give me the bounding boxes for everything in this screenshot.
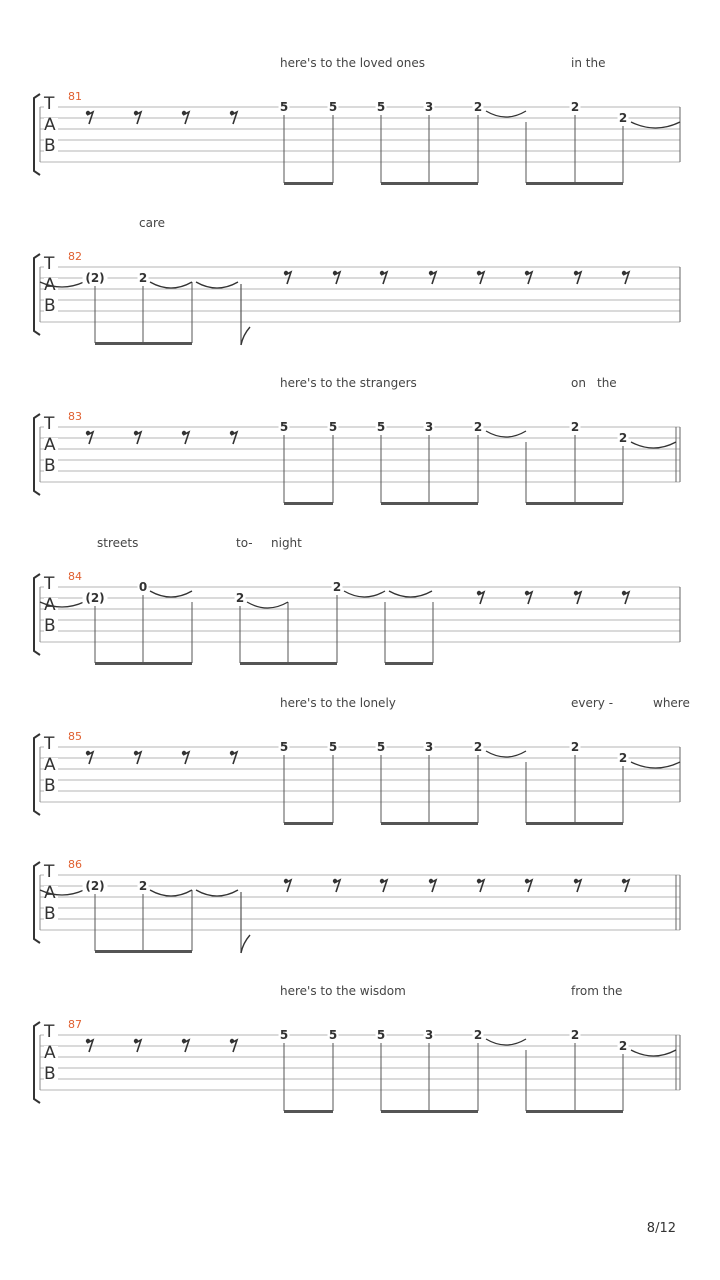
tab-clef-letter: B bbox=[44, 776, 56, 796]
tab-clef-letter: T bbox=[44, 574, 55, 594]
tie-curve bbox=[486, 751, 526, 757]
beam bbox=[526, 1110, 623, 1113]
fret-number: 3 bbox=[424, 420, 434, 434]
lyric-text: here's to the loved ones bbox=[280, 56, 425, 70]
fret-number: 2 bbox=[235, 591, 245, 605]
eighth-rest bbox=[182, 431, 189, 444]
eighth-rest bbox=[525, 879, 532, 892]
fret-number: 2 bbox=[570, 740, 580, 754]
tie-curve bbox=[150, 591, 192, 597]
page-number: 8/12 bbox=[646, 1221, 676, 1236]
tab-clef-letter: A bbox=[44, 1043, 56, 1063]
beam bbox=[240, 662, 337, 665]
eighth-rest bbox=[86, 111, 93, 124]
fret-number: 3 bbox=[424, 1028, 434, 1042]
eighth-rest bbox=[230, 751, 237, 764]
fret-number: 5 bbox=[328, 1028, 338, 1042]
lyric-text: the bbox=[597, 376, 617, 390]
eighth-rest bbox=[380, 879, 387, 892]
lyric-text: streets bbox=[97, 536, 139, 550]
fret-number: 5 bbox=[376, 740, 386, 754]
eighth-rest bbox=[86, 1039, 93, 1052]
tab-clef-letter: A bbox=[44, 275, 56, 295]
tab-clef-letter: A bbox=[44, 115, 56, 135]
note-flag bbox=[241, 935, 250, 953]
eighth-rest bbox=[333, 879, 340, 892]
system-bracket bbox=[34, 734, 40, 815]
beam bbox=[95, 950, 192, 953]
lyric-text: care bbox=[139, 216, 166, 230]
beam bbox=[381, 822, 478, 825]
eighth-rest bbox=[134, 751, 141, 764]
beam bbox=[385, 662, 433, 665]
staff-svg bbox=[0, 840, 720, 1000]
fret-number: 2 bbox=[570, 100, 580, 114]
eighth-rest bbox=[380, 271, 387, 284]
tie-curve bbox=[196, 282, 238, 288]
tie-curve bbox=[150, 282, 192, 288]
fret-number: 3 bbox=[424, 100, 434, 114]
eighth-rest bbox=[477, 591, 484, 604]
staff-svg bbox=[0, 72, 720, 232]
beam bbox=[284, 822, 333, 825]
tie-curve bbox=[631, 762, 680, 768]
tab-system bbox=[0, 840, 720, 1000]
fret-number: 5 bbox=[376, 100, 386, 114]
fret-number: (2) bbox=[85, 591, 105, 605]
lyric-text: in the bbox=[571, 56, 606, 70]
tie-curve bbox=[196, 890, 238, 896]
system-bracket bbox=[34, 254, 40, 335]
eighth-rest bbox=[134, 431, 141, 444]
fret-number: 5 bbox=[279, 100, 289, 114]
measure-number: 81 bbox=[68, 90, 82, 103]
eighth-rest bbox=[86, 751, 93, 764]
tab-system bbox=[0, 536, 720, 712]
staff-svg bbox=[0, 392, 720, 552]
tab-system bbox=[0, 376, 720, 552]
beam bbox=[526, 502, 623, 505]
tab-clef-letter: B bbox=[44, 136, 56, 156]
eighth-rest bbox=[230, 431, 237, 444]
eighth-rest bbox=[134, 1039, 141, 1052]
fret-number: 2 bbox=[473, 420, 483, 434]
fret-number: 2 bbox=[473, 1028, 483, 1042]
eighth-rest bbox=[134, 111, 141, 124]
fret-number: 2 bbox=[618, 751, 628, 765]
tab-system bbox=[0, 984, 720, 1160]
eighth-rest bbox=[182, 1039, 189, 1052]
fret-number: 3 bbox=[424, 740, 434, 754]
tie-curve bbox=[631, 442, 676, 448]
staff-svg bbox=[0, 1000, 720, 1160]
fret-number: 2 bbox=[473, 100, 483, 114]
eighth-rest bbox=[525, 271, 532, 284]
tab-system bbox=[0, 56, 720, 232]
beam bbox=[284, 1110, 333, 1113]
system-bracket bbox=[34, 862, 40, 943]
measure-number: 87 bbox=[68, 1018, 82, 1031]
beam bbox=[381, 1110, 478, 1113]
lyric-text: night bbox=[271, 536, 302, 550]
system-bracket bbox=[34, 574, 40, 655]
eighth-rest bbox=[429, 879, 436, 892]
fret-number: 5 bbox=[279, 740, 289, 754]
tie-curve bbox=[631, 1050, 676, 1056]
lyric-text: from the bbox=[571, 984, 623, 998]
fret-number: 5 bbox=[328, 740, 338, 754]
tie-curve bbox=[631, 122, 680, 128]
eighth-rest bbox=[182, 111, 189, 124]
tab-clef-letter: B bbox=[44, 296, 56, 316]
fret-number: 2 bbox=[618, 431, 628, 445]
eighth-rest bbox=[574, 591, 581, 604]
tab-clef-letter: T bbox=[44, 94, 55, 114]
eighth-rest bbox=[622, 271, 629, 284]
tab-clef-letter: B bbox=[44, 904, 56, 924]
beam bbox=[526, 182, 623, 185]
fret-number: 2 bbox=[570, 420, 580, 434]
fret-number: 2 bbox=[618, 111, 628, 125]
fret-number: 5 bbox=[279, 1028, 289, 1042]
fret-number: 5 bbox=[279, 420, 289, 434]
eighth-rest bbox=[574, 879, 581, 892]
tab-clef-letter: T bbox=[44, 862, 55, 882]
tab-clef-letter: T bbox=[44, 414, 55, 434]
tab-clef-letter: B bbox=[44, 616, 56, 636]
eighth-rest bbox=[622, 879, 629, 892]
tie-curve bbox=[486, 431, 526, 437]
system-bracket bbox=[34, 94, 40, 175]
fret-number: 0 bbox=[138, 580, 148, 594]
tab-clef-letter: B bbox=[44, 1064, 56, 1084]
tab-clef-letter: T bbox=[44, 734, 55, 754]
eighth-rest bbox=[333, 271, 340, 284]
tie-curve bbox=[486, 1039, 526, 1045]
note-flag bbox=[241, 327, 250, 345]
lyric-text: here's to the strangers bbox=[280, 376, 417, 390]
staff-svg bbox=[0, 552, 720, 712]
beam bbox=[95, 662, 192, 665]
measure-number: 85 bbox=[68, 730, 82, 743]
lyric-text: here's to the lonely bbox=[280, 696, 396, 710]
measure-number: 83 bbox=[68, 410, 82, 423]
fret-number: 5 bbox=[328, 420, 338, 434]
fret-number: (2) bbox=[85, 879, 105, 893]
lyric-text: to- bbox=[236, 536, 253, 550]
beam bbox=[95, 342, 192, 345]
beam bbox=[284, 182, 333, 185]
eighth-rest bbox=[477, 271, 484, 284]
fret-number: 5 bbox=[376, 1028, 386, 1042]
system-bracket bbox=[34, 414, 40, 495]
eighth-rest bbox=[477, 879, 484, 892]
fret-number: 2 bbox=[138, 879, 148, 893]
tab-clef-letter: T bbox=[44, 254, 55, 274]
fret-number: 5 bbox=[328, 100, 338, 114]
lyric-text: on bbox=[571, 376, 586, 390]
measure-number: 84 bbox=[68, 570, 82, 583]
eighth-rest bbox=[525, 591, 532, 604]
eighth-rest bbox=[284, 879, 291, 892]
tab-clef-letter: A bbox=[44, 435, 56, 455]
fret-number: (2) bbox=[85, 271, 105, 285]
tab-clef-letter: A bbox=[44, 883, 56, 903]
lyric-text: where bbox=[653, 696, 690, 710]
beam bbox=[284, 502, 333, 505]
eighth-rest bbox=[622, 591, 629, 604]
tab-clef-letter: T bbox=[44, 1022, 55, 1042]
staff-svg bbox=[0, 232, 720, 392]
tie-curve bbox=[247, 602, 288, 608]
system-bracket bbox=[34, 1022, 40, 1103]
beam bbox=[381, 502, 478, 505]
fret-number: 2 bbox=[618, 1039, 628, 1053]
fret-number: 2 bbox=[570, 1028, 580, 1042]
tie-curve bbox=[389, 591, 432, 597]
tab-clef-letter: A bbox=[44, 755, 56, 775]
tie-curve bbox=[150, 890, 192, 896]
eighth-rest bbox=[230, 1039, 237, 1052]
eighth-rest bbox=[284, 271, 291, 284]
eighth-rest bbox=[429, 271, 436, 284]
beam bbox=[381, 182, 478, 185]
tie-curve bbox=[486, 111, 526, 117]
lyric-text: every - bbox=[571, 696, 614, 710]
fret-number: 2 bbox=[138, 271, 148, 285]
measure-number: 86 bbox=[68, 858, 82, 871]
beam bbox=[526, 822, 623, 825]
measure-number: 82 bbox=[68, 250, 82, 263]
eighth-rest bbox=[230, 111, 237, 124]
eighth-rest bbox=[574, 271, 581, 284]
tie-curve bbox=[344, 591, 385, 597]
fret-number: 2 bbox=[473, 740, 483, 754]
tab-clef-letter: A bbox=[44, 595, 56, 615]
eighth-rest bbox=[182, 751, 189, 764]
tab-clef-letter: B bbox=[44, 456, 56, 476]
lyric-text: here's to the wisdom bbox=[280, 984, 406, 998]
fret-number: 5 bbox=[376, 420, 386, 434]
fret-number: 2 bbox=[332, 580, 342, 594]
eighth-rest bbox=[86, 431, 93, 444]
tab-system bbox=[0, 216, 720, 392]
